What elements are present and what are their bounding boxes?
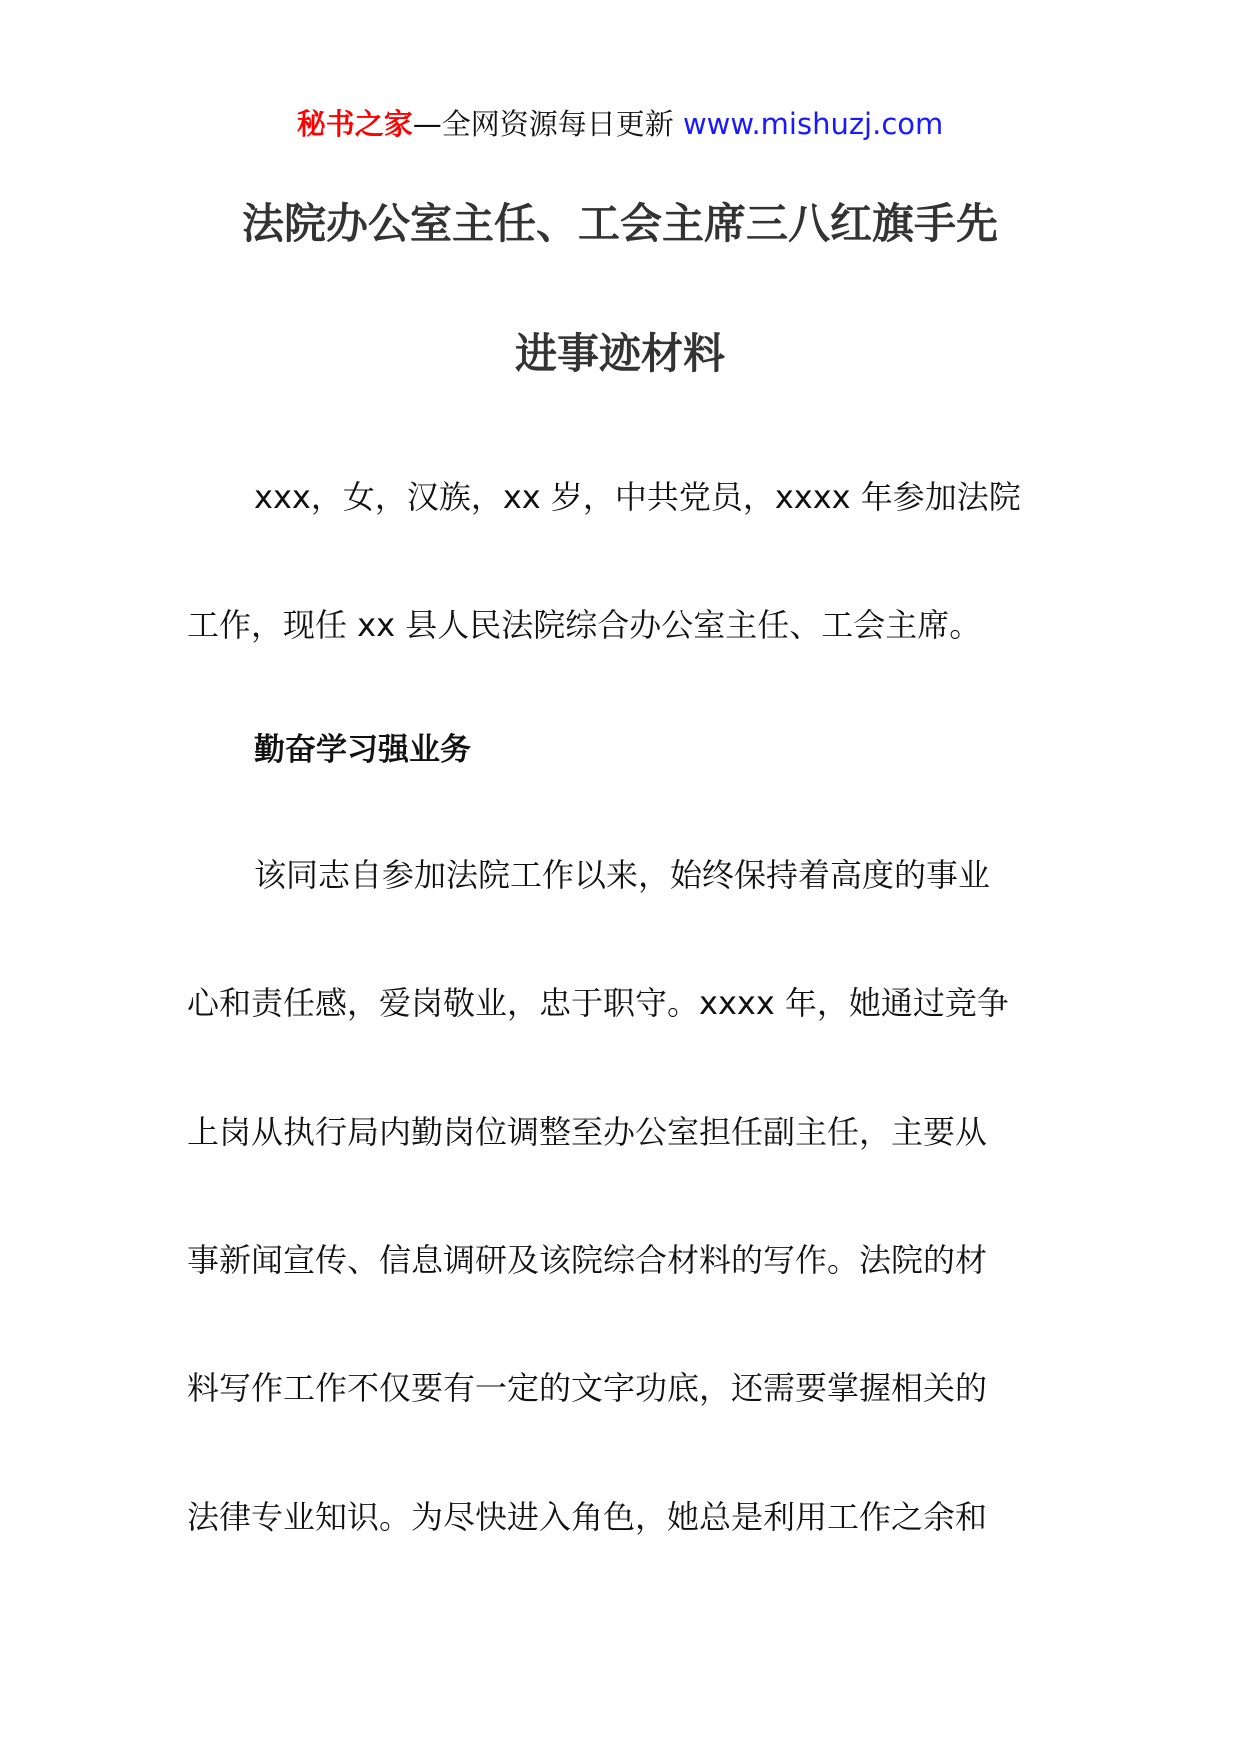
- document-title-line-1: 法院办公室主任、工会主席三八红旗手先: [241, 199, 998, 248]
- intro-line-1: xxx，女，汉族，xx 岁，中共党员，xxxx 年参加法院: [254, 478, 1021, 516]
- paragraph-line-1: 该同志自参加法院工作以来，始终保持着高度的事业: [254, 856, 991, 894]
- banner-brand: 秘书之家: [296, 107, 413, 141]
- banner-slogan: —全网资源每日更新: [412, 107, 683, 141]
- paragraph-line-3: 上岗从执行局内勤岗位调整至办公室担任副主任，主要从: [187, 1113, 988, 1151]
- paragraph-line-6: 法律专业知识。为尽快进入角色，她总是利用工作之余和: [187, 1498, 988, 1536]
- document-title-line-2: 进事迹材料: [514, 329, 725, 378]
- paragraph-line-5: 料写作工作不仅要有一定的文字功底，还需要掌握相关的: [187, 1369, 988, 1407]
- paragraph-line-4: 事新闻宣传、信息调研及该院综合材料的写作。法院的材: [187, 1241, 988, 1279]
- site-banner: [0, 102, 1240, 146]
- section-heading: 勤奋学习强业务: [254, 732, 471, 768]
- paragraph-line-2: 心和责任感，爱岗敬业，忠于职守。xxxx 年，她通过竞争: [187, 984, 1009, 1022]
- banner-url-link[interactable]: www.mishuzj.com: [682, 107, 944, 141]
- intro-line-2: 工作，现任 xx 县人民法院综合办公室主任、工会主席。: [187, 606, 982, 644]
